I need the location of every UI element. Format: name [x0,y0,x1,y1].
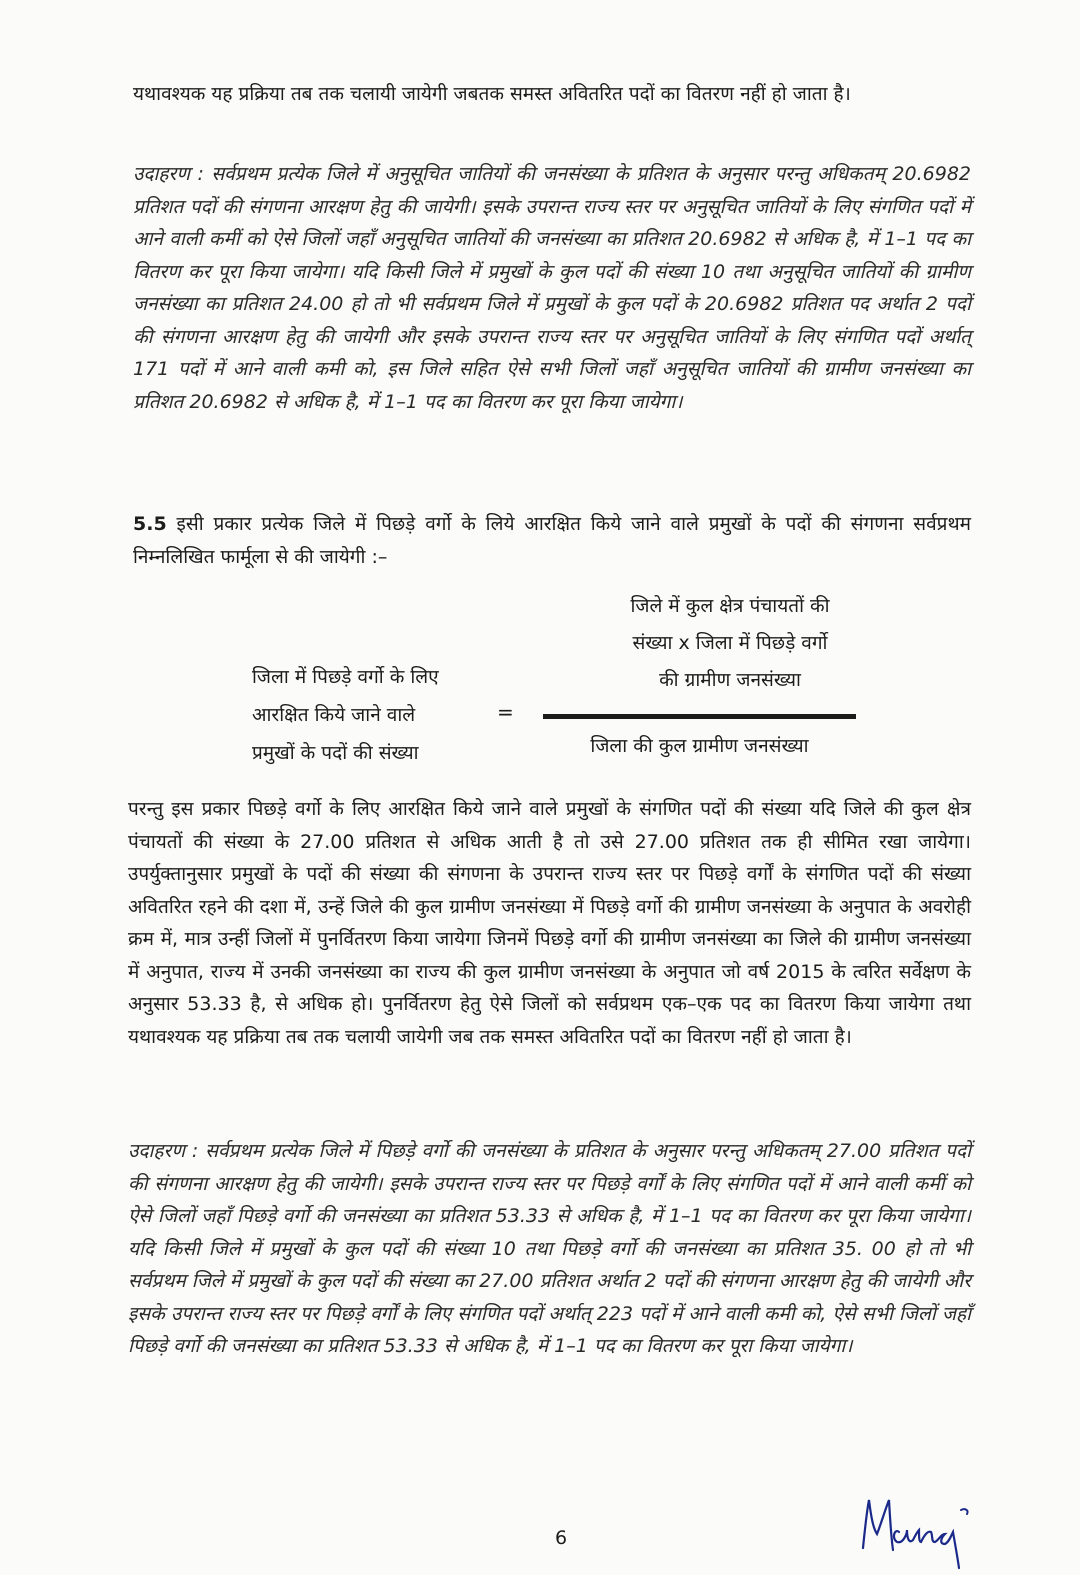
formula-lhs-line: प्रमुखों के पदों की संख्या [252,742,419,764]
formula-lhs-line: जिला में पिछड़े वर्गो के लिए [252,666,439,688]
formula-numerator-line: की ग्रामीण जनसंख्या [659,669,801,691]
formula-equals-sign: = [497,700,514,724]
reservation-formula [0,588,1080,778]
formula-lhs-line: आरक्षित किये जाने वाले [252,704,416,726]
fraction-bar [543,714,856,719]
proviso-paragraph: परन्तु इस प्रकार पिछड़े वर्गो के लिए आरक्षित किये जाने वाले प्रमुखों के संगणित पदों की संख्या यदि जिले की कुल क्षेत्र पंचायतों की संख्या के 27.00 प्रतिशत से अधिक आती है तो उसे 27.00 प्रतिशत तक ही सीमित रखा जायेगा। उपर्युक्तानुसार प्रमुखों के पदों की संख्या की संगणना के उपरान्त राज्य स्तर पर पिछड़े वर्गों के संगणित पदों की संख्या अवितरित रहने की दशा में, उन्हें जिले की कुल ग्रामीण जनसंख्या में पिछड़े वर्गो की ग्रामीण जनसंख्या के अनुपात के अवरोही क्रम में, मात्र उन्हीं जिलों में पुनर्वितरण किया जायेगा जिनमें पिछड़े वर्गो की ग्रामीण जनसंख्या का जिले की ग्रामीण जनसंख्या में अनुपात, राज्य में उनकी जनसंख्या का राज्य की कुल ग्रामीण जनसंख्या के अनुपात जो वर्ष 2015 के त्वरित सर्वेक्षण के अनुसार 53.33 है, से अधिक हो। पुनर्वितरण हेतु ऐसे जिलों को सर्वप्रथम एक–एक पद का वितरण किया जायेगा तथा यथावश्यक यह प्रक्रिया तब तक चलायी जायेगी जब तक समस्त अवितरित पदों का वितरण नहीं हो जाता है। [128,798,971,1048]
section-number: 5.5 [133,513,167,535]
handwritten-signature [855,1488,985,1573]
example-paragraph-obc: उदाहरण : सर्वप्रथम प्रत्येक जिले में पिछड़े वर्गो की जनसंख्या के प्रतिशत के अनुसार परन्तु अधिकतम् 27.00 प्रतिशत पदों की संगणना आरक्षण हेतु की जायेगी। इसके उपरान्त राज्य स्तर पर पिछड़े वर्गों के लिए संगणित पदों में आने वाली कमीं को ऐसे जिलों जहाँ पिछड़े वर्गो की जनसंख्या का प्रतिशत 53.33 से अधिक है, में 1–1 पद का वितरण कर पूरा किया जायेगा। यदि किसी जिले में प्रमुखों के कुल पदों की संख्या 10 तथा पिछड़े वर्गो की जनसंख्या का प्रतिशत 35. 00 हो तो भी सर्वप्रथम जिले में प्रमुखों के कुल पदों की संख्या का 27.00 प्रतिशत अर्थात 2 पदों की संगणना आरक्षण हेतु की जायेगी और इसके उपरान्त राज्य स्तर पर पिछड़े वर्गों के लिए संगणित पदों अर्थात् 223 पदों में आने वाली कमी को, ऐसे सभी जिलों जहाँ पिछड़े वर्गो की जनसंख्या का प्रतिशत 53.33 से अधिक है, में 1–1 पद का वितरण कर पूरा किया जायेगा। [128,1140,971,1357]
paragraph-continuation: यथावश्यक यह प्रक्रिया तब तक चलायी जायेगी जबतक समस्त अवितरित पदों का वितरण नहीं हो जाता है। [133,83,851,105]
page-number: 6 [555,1527,568,1549]
section-5-5-text: इसी प्रकार प्रत्येक जिले में पिछड़े वर्गो के लिये आरक्षित किये जाने वाले प्रमुखों के पदों की संगणना सर्वप्रथम निम्नलिखित फार्मूला से की जायेगी :– [133,513,971,568]
formula-denominator: जिला की कुल ग्रामीण जनसंख्या [590,735,809,757]
formula-numerator [560,588,900,699]
section-5-5-paragraph [133,508,971,573]
formula-numerator-line: संख्या x जिला में पिछड़े वर्गो [632,632,828,654]
formula-lhs [252,658,502,772]
formula-numerator-line: जिले में कुल क्षेत्र पंचायतों की [630,595,830,617]
example-paragraph-sc: उदाहरण : सर्वप्रथम प्रत्येक जिले में अनुसूचित जातियों की जनसंख्या के प्रतिशत के अनुसार परन्तु अधिकतम् 20.6982 प्रतिशत पदों की संगणना आरक्षण हेतु की जायेगी। इसके उपरान्त राज्य स्तर पर अनुसूचित जातियों के लिए संगणित पदों में आने वाली कमीं को ऐसे जिलों जहाँ अनुसूचित जातियों की जनसंख्या का प्रतिशत 20.6982 से अधिक है, में 1–1 पद का वितरण कर पूरा किया जायेगा। यदि किसी जिले में प्रमुखों के कुल पदों की संख्या 10 तथा अनुसूचित जातियों की ग्रामीण जनसंख्या का प्रतिशत 24.00 हो तो भी सर्वप्रथम जिले में प्रमुखों के कुल पदों के 20.6982 प्रतिशत पद अर्थात 2 पदों की संगणना आरक्षण हेतु की जायेगी और इसके उपरान्त राज्य स्तर पर अनुसूचित जातियों के लिए संगणित पदों अर्थात् 171 पदों में आने वाली कमी को, इस जिले सहित ऐसे सभी जिलों जहाँ अनुसूचित जातियों की ग्रामीण जनसंख्या का प्रतिशत 20.6982 से अधिक है, में 1–1 पद का वितरण कर पूरा किया जायेगा। [133,163,971,413]
